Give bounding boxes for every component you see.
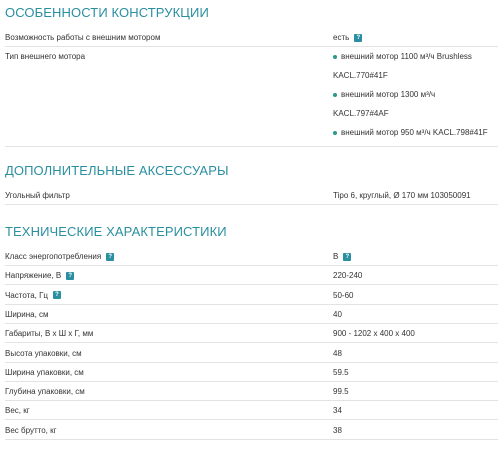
spec-value xyxy=(333,349,342,358)
spec-label xyxy=(5,252,114,261)
motor-option-code-text: KACL.797#4AF xyxy=(333,109,389,118)
spec-value-text: 220-240 xyxy=(333,271,363,281)
spec-value-text: 99.5 xyxy=(333,387,349,397)
spec-value xyxy=(333,291,353,300)
help-icon[interactable]: ? xyxy=(343,253,351,261)
spec-label xyxy=(5,387,85,396)
spec-label-text: Ширина упаковки, см xyxy=(5,367,84,377)
motor-option-text: внешний мотор 1100 м³/ч Brushless xyxy=(341,52,472,61)
spec-value xyxy=(333,310,342,319)
spec-row-external-motor-type xyxy=(5,50,498,147)
spec-value xyxy=(333,191,471,200)
spec-row xyxy=(5,307,498,324)
spec-value-text: есть xyxy=(333,33,350,42)
spec-value xyxy=(333,252,351,261)
motor-option[interactable] xyxy=(333,90,435,99)
section-title-accessories: ДОПОЛНИТЕЛЬНЫЕ АКСЕССУАРЫ xyxy=(5,163,229,178)
spec-label xyxy=(5,271,74,280)
spec-value-text: 38 xyxy=(333,425,342,435)
spec-label-text: Угольный фильтр xyxy=(5,191,70,200)
spec-row xyxy=(5,249,498,266)
spec-label-text: Вес брутто, кг xyxy=(5,425,57,435)
help-icon[interactable]: ? xyxy=(53,291,61,299)
motor-option-text: внешний мотор 1300 м³/ч xyxy=(341,90,436,99)
spec-label xyxy=(5,406,30,415)
spec-label-text: Напряжение, В xyxy=(5,271,62,281)
spec-row xyxy=(5,346,498,363)
spec-row xyxy=(5,403,498,420)
spec-row-carbon-filter xyxy=(5,188,498,205)
spec-label-text: Частота, Гц xyxy=(5,290,49,300)
spec-label-text: Глубина упаковки, см xyxy=(5,387,85,397)
spec-label-text: Класс энергопотребления xyxy=(5,252,102,261)
motor-option-code-text: KACL.770#41F xyxy=(333,71,388,80)
motor-option[interactable] xyxy=(333,52,472,61)
help-icon[interactable]: ? xyxy=(106,253,114,261)
spec-value xyxy=(333,406,342,415)
motor-option-text: внешний мотор 950 м³/ч KACL.798#41F xyxy=(341,128,488,137)
spec-label-text: Габариты, В x Ш x Г, мм xyxy=(5,329,94,339)
spec-row xyxy=(5,423,498,440)
spec-value xyxy=(333,387,349,396)
spec-value-text: 34 xyxy=(333,406,342,416)
spec-value-text: 50-60 xyxy=(333,290,354,300)
spec-label xyxy=(5,329,93,338)
spec-label-text: Возможность работы с внешним мотором xyxy=(5,33,161,42)
bullet-icon xyxy=(333,55,337,59)
spec-row-external-motor-support xyxy=(5,30,498,47)
spec-value xyxy=(333,368,349,377)
bullet-icon xyxy=(333,93,337,97)
spec-label xyxy=(5,310,49,319)
section-title-specs: ТЕХНИЧЕСКИЕ ХАРАКТЕРИСТИКИ xyxy=(5,224,227,239)
help-icon[interactable]: ? xyxy=(66,272,74,280)
spec-label xyxy=(5,191,70,200)
spec-value-text: 40 xyxy=(333,309,342,319)
spec-label xyxy=(5,426,57,435)
bullet-icon xyxy=(333,131,337,135)
spec-label xyxy=(5,33,160,42)
spec-row xyxy=(5,384,498,401)
spec-label-text: Ширина, см xyxy=(5,309,49,319)
spec-value-text: 59.5 xyxy=(333,367,349,377)
spec-label-text: Вес, кг xyxy=(5,406,30,416)
help-icon[interactable]: ? xyxy=(354,34,362,42)
motor-option[interactable] xyxy=(333,128,488,137)
spec-label xyxy=(5,349,82,358)
spec-label-text: Высота упаковки, см xyxy=(5,348,82,358)
spec-value-text: Tipo 6, круглый, Ø 170 мм 103050091 xyxy=(333,191,471,200)
spec-value-text: B xyxy=(333,252,339,261)
spec-value xyxy=(333,329,415,338)
spec-value xyxy=(333,33,362,42)
spec-row xyxy=(5,288,498,305)
spec-row xyxy=(5,365,498,382)
motor-option-code xyxy=(333,109,389,118)
section-title-construction: ОСОБЕННОСТИ КОНСТРУКЦИИ xyxy=(5,5,209,20)
spec-row xyxy=(5,268,498,285)
spec-value xyxy=(333,426,342,435)
spec-value xyxy=(333,271,362,280)
spec-label-text: Тип внешнего мотора xyxy=(5,52,86,61)
spec-label xyxy=(5,291,61,300)
spec-label xyxy=(5,52,85,61)
motor-option-code xyxy=(333,71,388,80)
spec-row xyxy=(5,326,498,343)
spec-value-text: 900 - 1202 x 400 x 400 xyxy=(333,329,415,339)
spec-value-text: 48 xyxy=(333,348,342,358)
spec-label xyxy=(5,368,84,377)
